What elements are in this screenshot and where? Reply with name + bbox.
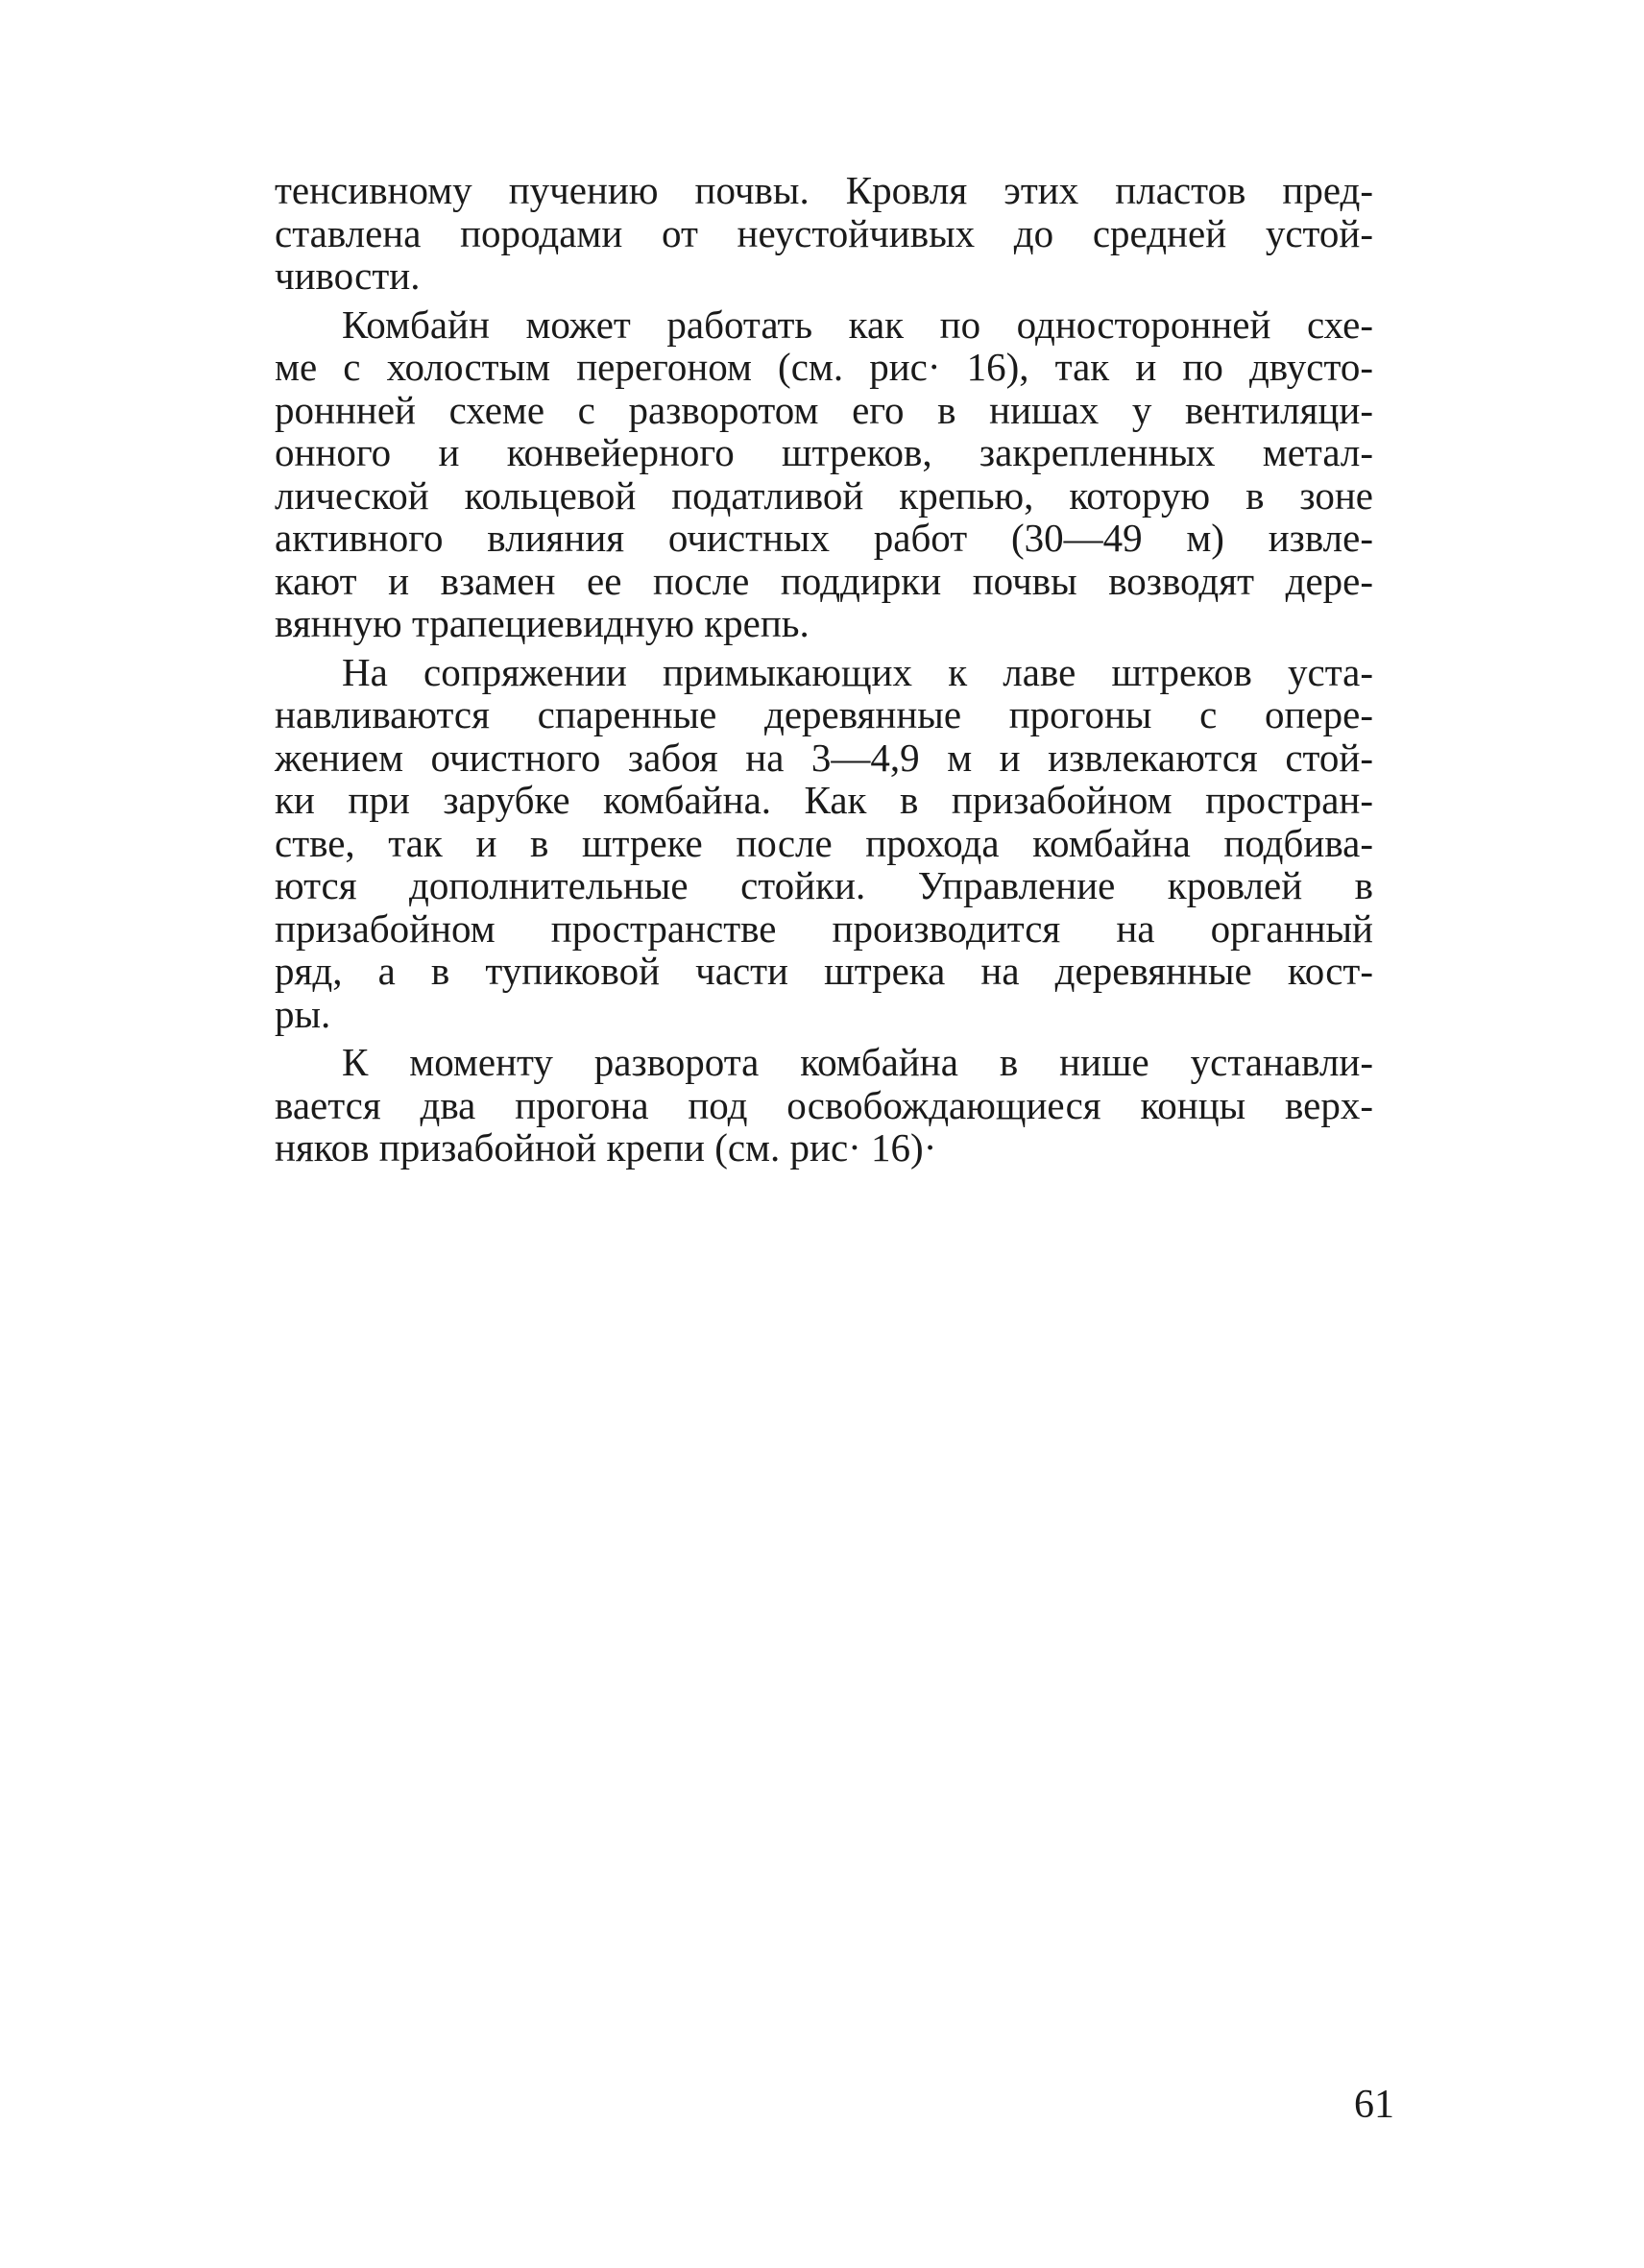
text-line: лической кольцевой податливой крепью, которую в зоне [275, 472, 1373, 518]
text-line: ставлена породами от неустойчивых до средней устой- [275, 210, 1373, 255]
paragraph-3 [275, 651, 1373, 1036]
page-number: 61 [1354, 2083, 1394, 2127]
paragraph-1 [275, 169, 1373, 298]
text-line: жением очистного забоя на 3—4,9 м и извлекаются стой- [275, 735, 1373, 780]
body-text [275, 169, 1373, 1170]
text-line: роннней схеме с разворотом его в нишах у вентиляци- [275, 387, 1373, 432]
paragraph-2 [275, 303, 1373, 645]
text-line: призабойном пространстве производится на органный [275, 905, 1373, 951]
text-line: няков призабойной крепи (см. рис· 16)· [275, 1125, 937, 1170]
text-line: активного влияния очистных работ (30—49 м) извле- [275, 516, 1373, 560]
text-line: чивости. [275, 253, 421, 298]
text-line: ются дополнительные стойки. Управление кровлей в [275, 863, 1373, 907]
text-line: навливаются спаренные деревянные прогоны с опере- [275, 692, 1373, 736]
text-line: ряд, а в тупиковой части штрека на деревянные кост- [275, 949, 1373, 993]
paragraph-4 [275, 1041, 1373, 1170]
text-line: кают и взамен ее после поддирки почвы возводят дере- [275, 558, 1373, 603]
text-line: К моменту разворота комбайна в нише устанавли- [342, 1040, 1373, 1084]
text-line: ме с холостым перегоном (см. рис· 16), так и по двусто- [275, 345, 1373, 389]
text-line: ки при зарубке комбайна. Как в призабойном простран- [275, 778, 1373, 822]
text-line: онного и конвейерного штреков, закрепленных метал- [275, 430, 1373, 474]
text-line: вается два прогона под освобождающиеся концы верх- [275, 1082, 1373, 1127]
text-line: ры. [275, 991, 331, 1036]
text-line: вянную трапециевидную крепь. [275, 601, 810, 645]
text-line: На сопряжении примыкающих к лаве штреков уста- [342, 649, 1373, 694]
text-line: тенсивному пучению почвы. Кровля этих пластов пред- [275, 168, 1373, 212]
text-line: стве, так и в штреке после прохода комбайна подбива- [275, 820, 1373, 865]
text-line: Комбайн может работать как по односторонней схе- [342, 302, 1373, 347]
